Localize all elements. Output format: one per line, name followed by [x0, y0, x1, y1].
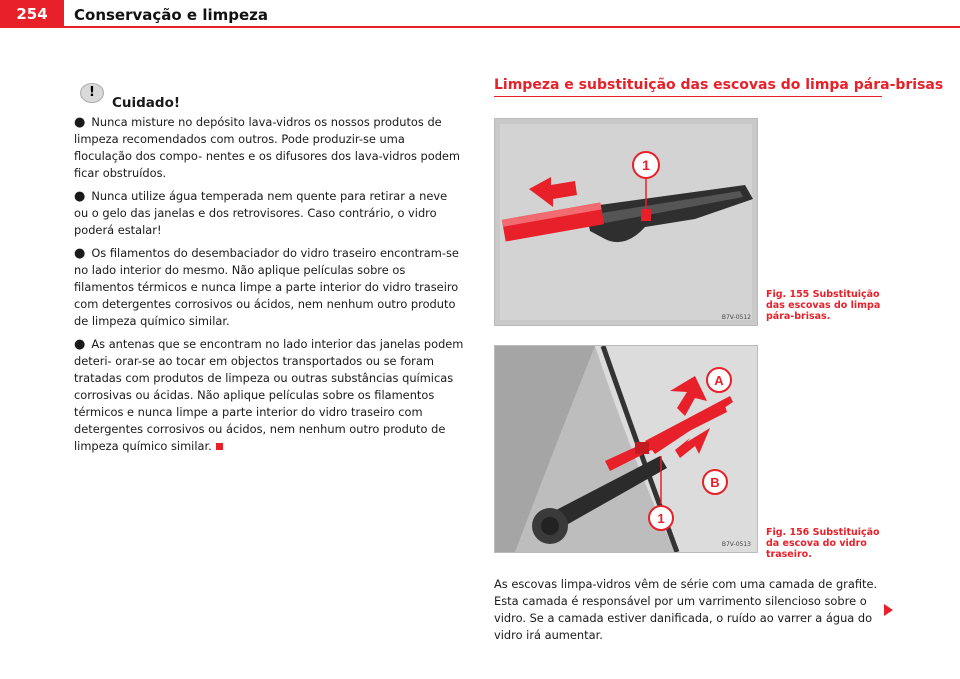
caution-paragraph: ● Nunca misture no depósito lava-vidros os nossos produtos de limpeza recomendados com outros. Pode produzir-se uma floculação dos compo- nentes e os difusores dos lava-vidros podem ficar obstruídos.: [74, 115, 461, 180]
callout-label: 1: [657, 511, 665, 526]
caution-paragraph: ● As antenas que se encontram no lado interior das janelas podem deteri- orar-se ao tocar em objectos transportados ou se foram tratadas com produtos de limpeza ou outras substâncias químicas corrosivas ou ácidas. Não aplique películas sobre os filamentos térmicos e nunca limpe a parte interior do vidro traseiro com detergentes corrosivos ou ácidos, nem nenhum outro produto de limpeza químico similar.: [74, 337, 464, 453]
figure-caption: Fig. 155 Substituição das escovas do limpa pára-brisas.: [766, 289, 881, 322]
page-header: [0, 0, 960, 28]
rear-wiper-illustration: [495, 346, 757, 552]
section-title: Limpeza e substituição das escovas do limpa pára-brisas: [494, 77, 944, 93]
chapter-title: Conservação e limpeza: [74, 6, 269, 24]
caution-paragraph: ● Nunca utilize água temperada nem quente para retirar a neve ou o gelo das janelas e dos retrovisores. Caso contrário, o vidro poderá estalar!: [74, 189, 448, 237]
callout-label: 1: [642, 157, 650, 173]
callout-label: A: [714, 373, 724, 388]
bullet-icon: ●: [74, 189, 86, 204]
caution-title: Cuidado!: [112, 95, 181, 111]
caution-heading: [74, 84, 464, 112]
warning-icon: !: [80, 83, 104, 103]
body-paragraph: As escovas limpa-vidros vêm de série com uma camada de grafite. Esta camada é responsável por um varrimento silencioso sobre o vidro. Se a camada estiver danificada, o ruído ao varrer a água do vidro irá aumentar.: [494, 577, 878, 642]
bullet-icon: ●: [74, 337, 86, 352]
next-page-arrow-icon: [884, 604, 893, 616]
wiper-blade-illustration: [495, 119, 757, 325]
figure-156: [494, 345, 758, 553]
section-rule: [494, 96, 882, 97]
caution-box: [74, 84, 464, 461]
end-of-section-icon: [216, 443, 223, 450]
figure-code: B7V-0513: [721, 541, 751, 548]
figure-code: B7V-0512: [721, 314, 751, 321]
figure-155: [494, 118, 758, 326]
bullet-icon: ●: [74, 115, 86, 130]
bullet-icon: ●: [74, 246, 86, 261]
page-number: 254: [0, 0, 64, 28]
figure-caption: Fig. 156 Substituição da escova do vidro traseiro.: [766, 527, 880, 560]
caution-paragraph: ● Os filamentos do desembaciador do vidro traseiro encontram-se no lado interior do mesmo. Não aplique películas sobre os filamentos térmicos e nunca limpe a parte interior do vidro traseiro com detergentes corrosivos ou ácidos, nem nenhum outro produto de limpeza químico similar.: [74, 246, 459, 328]
header-rule: [64, 26, 960, 28]
callout-label: B: [710, 475, 720, 490]
